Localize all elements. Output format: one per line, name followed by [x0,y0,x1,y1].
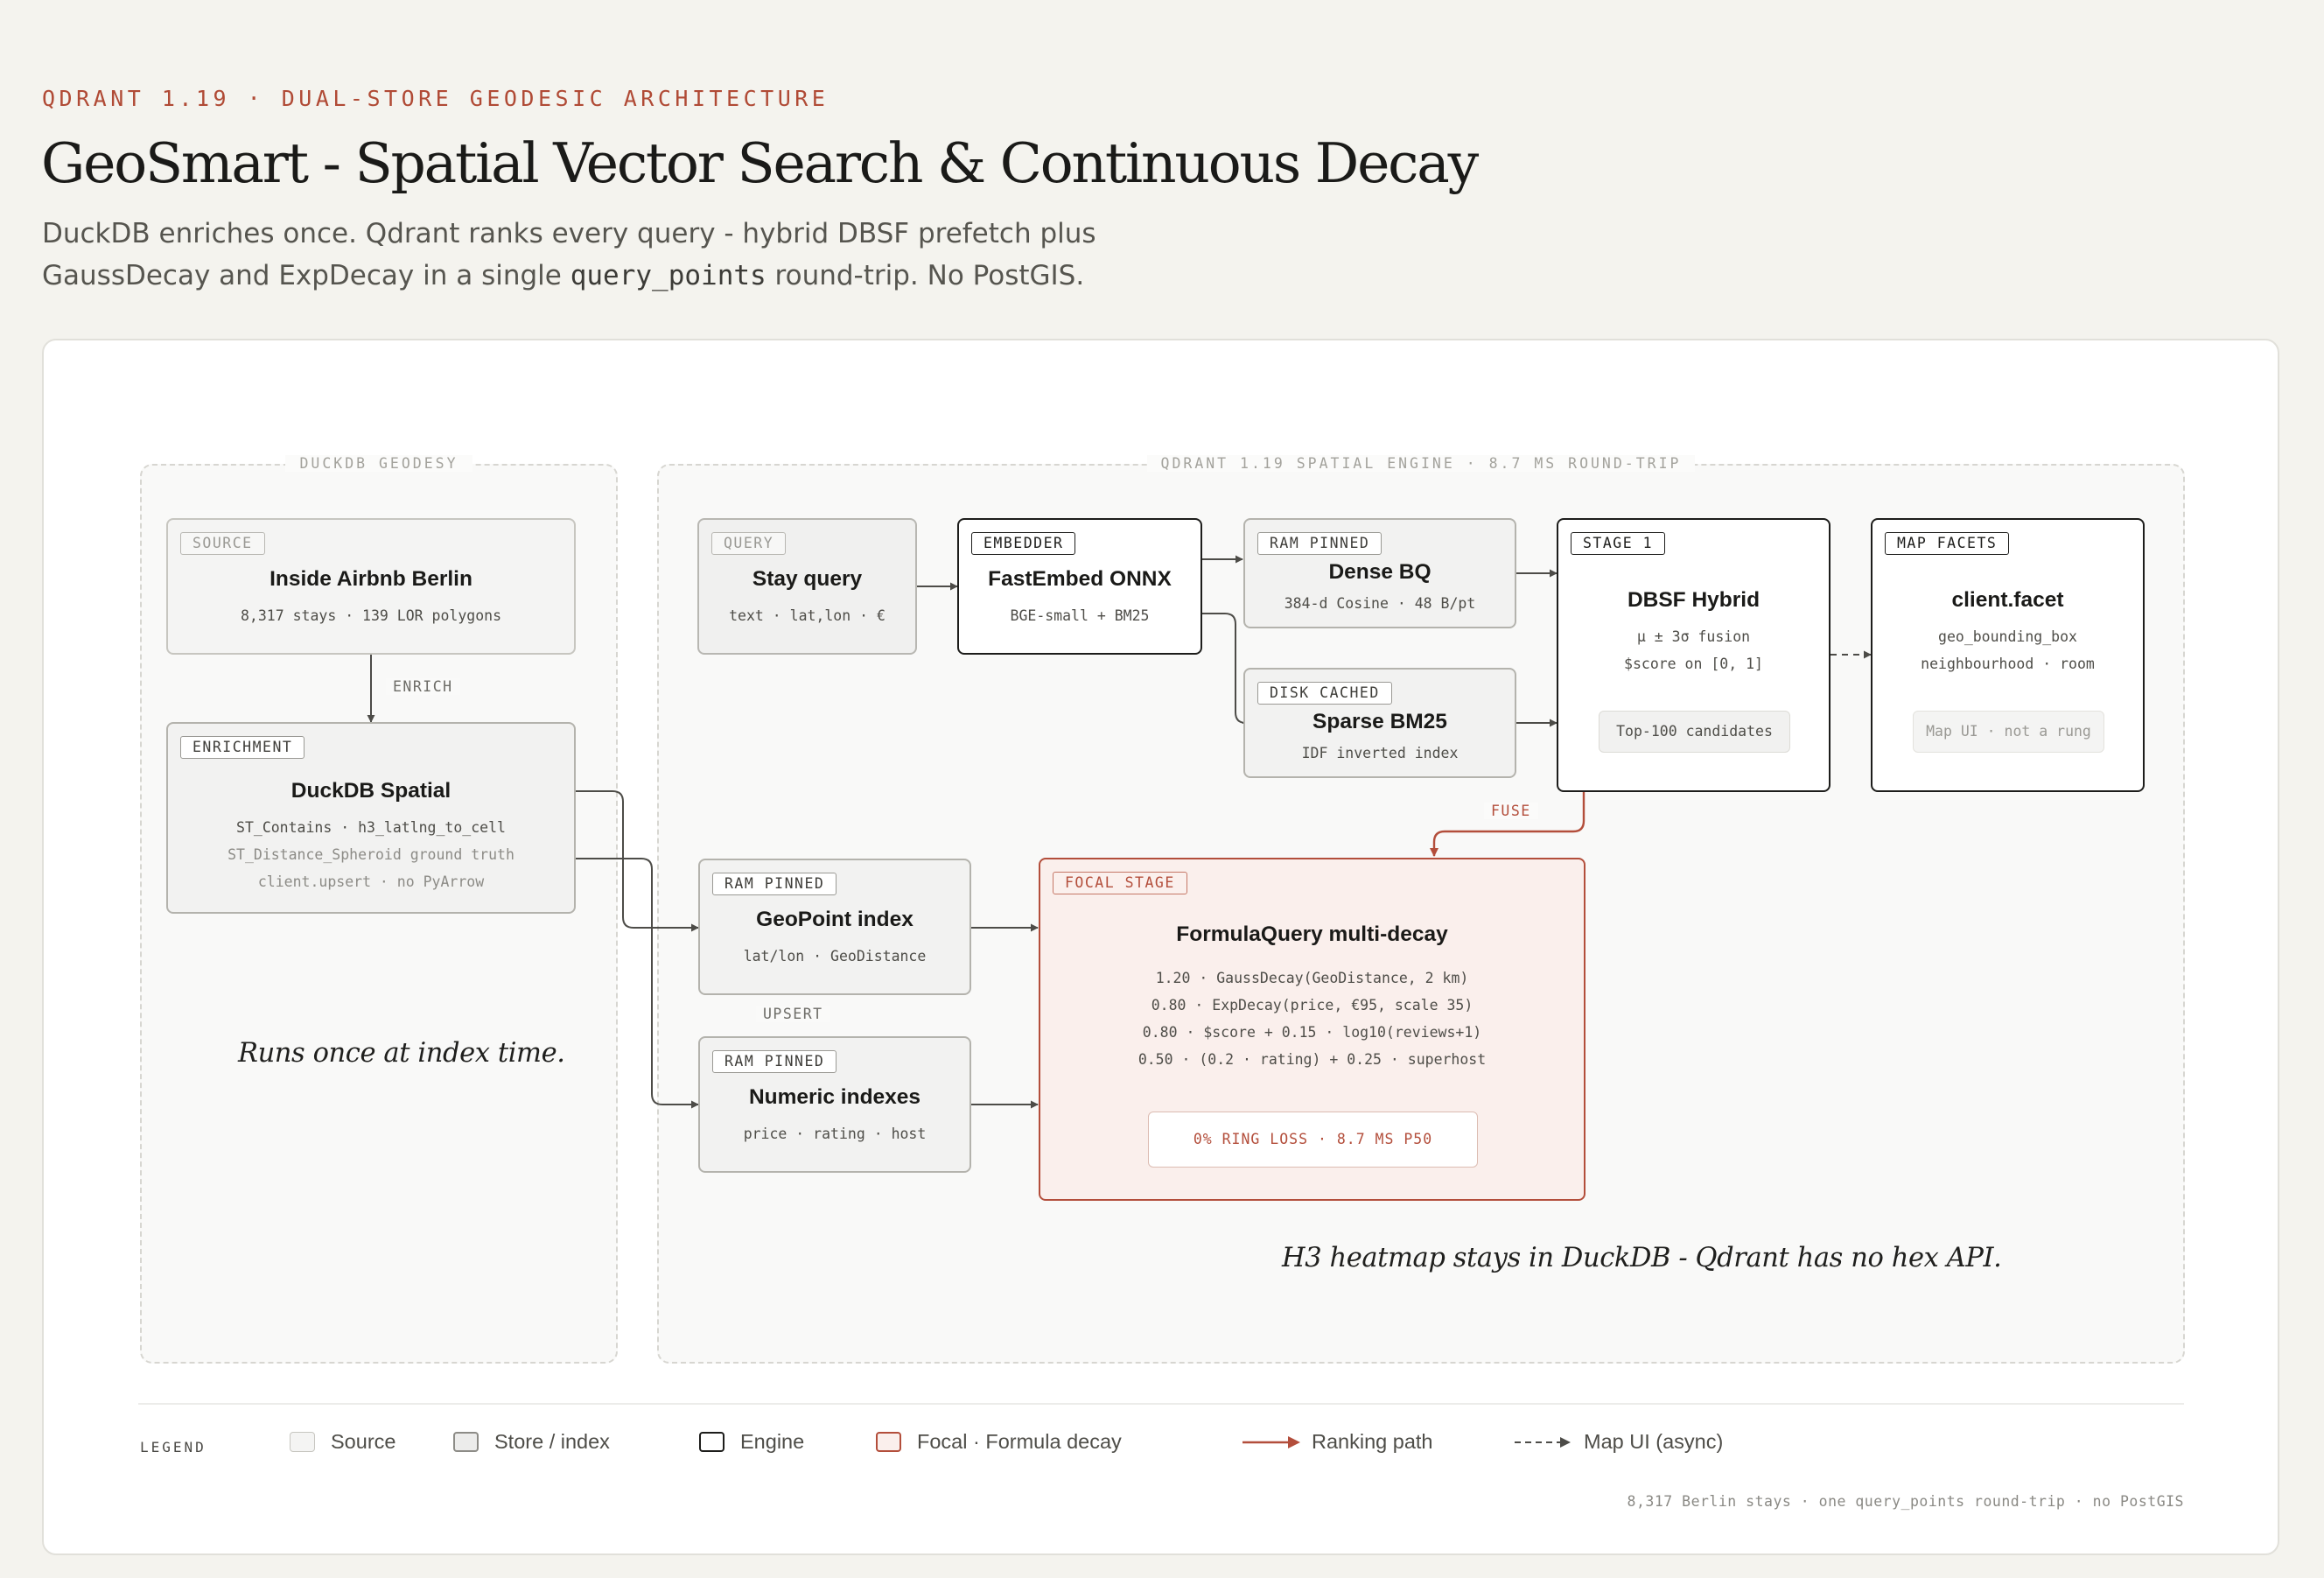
legend-engine-label: Engine [740,1430,805,1453]
qdrant-region-label: QDRANT 1.19 SPATIAL ENGINE · 8.7 MS ROUND-TRIP [659,455,2183,472]
subtitle-line-1: DuckDB enriches once. Qdrant ranks every query - hybrid DBSF prefetch plus [42,218,1096,249]
sparse-bm25-detail: IDF inverted index [1301,745,1459,761]
focal-stage-tag: FOCAL STAGE [1053,872,1187,894]
source-node [166,518,576,655]
source-detail: 8,317 stays · 139 LOR polygons [240,607,501,624]
dense-bq-tag: RAM PINNED [1257,532,1382,555]
legend-source-swatch [290,1432,315,1452]
legend-divider [138,1403,2184,1405]
numeric-title: Numeric indexes [748,1085,921,1109]
formula-line-2: 0.80 · ExpDecay(price, €95, scale 35) [1151,997,1474,1013]
legend-engine-swatch [699,1432,724,1452]
enrichment-tag: ENRICHMENT [180,736,304,759]
ring-loss-chip: 0% RING LOSS · 8.7 MS P50 [1148,1112,1478,1168]
facet-detail-2: neighbourhood · room [1921,656,2095,672]
enrichment-detail-2: ST_Distance_Spheroid ground truth [228,846,514,863]
top-candidates-chip: Top-100 candidates [1599,711,1790,753]
sparse-bm25-tag: DISK CACHED [1257,682,1392,705]
dbsf-detail-2: $score on [0, 1] [1624,656,1763,672]
legend-source-label: Source [331,1430,396,1453]
legend-store-label: Store / index [494,1430,610,1453]
subtitle-text-after-code: round-trip. No PostGIS. [766,260,1085,291]
duckdb-note: Runs once at index time. [238,1038,565,1069]
map-ui-chip: Map UI · not a rung [1913,711,2104,753]
enrichment-detail-1: ST_Contains · h3_latlng_to_cell [236,819,506,836]
geopoint-tag: RAM PINNED [712,873,836,895]
legend-async-label: Map UI (async) [1584,1430,1724,1453]
subtitle-code: query_points [570,260,766,291]
enrich-edge-label: ENRICH [386,678,460,695]
embedder-detail: BGE-small + BM25 [1010,607,1150,624]
legend-async-arrow-icon [1515,1431,1576,1454]
legend-store-swatch [453,1432,479,1452]
geopoint-detail: lat/lon · GeoDistance [743,948,927,964]
geopoint-title: GeoPoint index [756,908,914,931]
dbsf-stage-tag: STAGE 1 [1571,532,1665,555]
subtitle-text-before-code: GaussDecay and ExpDecay in a single [42,260,570,291]
legend-ranking-label: Ranking path [1312,1430,1433,1453]
client-facet-title: client.facet [1951,588,2064,612]
embedder-title: FastEmbed ONNX [988,567,1172,591]
query-tag: QUERY [711,532,786,555]
fuse-edge-label: FUSE [1484,803,1538,819]
duckdb-region-label: DUCKDB GEODESY [142,455,616,472]
embedder-tag: EMBEDDER [971,532,1075,555]
page-title: GeoSmart - Spatial Vector Search & Continuous Decay [41,131,1478,195]
query-node [697,518,917,655]
formula-line-4: 0.50 · (0.2 · rating) + 0.25 · superhost [1138,1051,1487,1068]
facet-detail-1: geo_bounding_box [1938,628,2077,645]
query-title: Stay query [752,567,863,591]
formula-query-node [1039,858,1586,1201]
embedder-node [957,518,1202,655]
map-facets-tag: MAP FACETS [1885,532,2009,555]
sparse-bm25-node [1243,668,1516,778]
subtitle-line-2 [42,255,1354,297]
legend-ranking-arrow-icon [1242,1431,1304,1454]
dense-bq-title: Dense BQ [1328,560,1432,584]
legend-focal-label: Focal · Formula decay [917,1430,1122,1453]
dbsf-detail-1: μ ± 3σ fusion [1636,628,1751,645]
map-facets-node [1871,518,2145,792]
formula-line-3: 0.80 · $score + 0.15 · log10(reviews+1) [1142,1024,1482,1041]
formula-title: FormulaQuery multi-decay [1176,922,1448,946]
qdrant-note: H3 heatmap stays in DuckDB - Qdrant has no hex API. [1282,1243,2002,1273]
query-detail: text · lat,lon · € [729,607,886,624]
page-subtitle [42,213,1354,297]
dense-bq-detail: 384-d Cosine · 48 B/pt [1284,595,1476,612]
enrichment-node [166,722,576,914]
footer-caption: 8,317 Berlin stays · one query_points round-trip · no PostGIS [1627,1493,2184,1510]
numeric-tag: RAM PINNED [712,1050,836,1073]
geopoint-index-node [698,859,971,995]
enrichment-title: DuckDB Spatial [290,779,452,803]
enrichment-detail-3: client.upsert · no PyArrow [257,873,485,890]
numeric-indexes-node [698,1036,971,1173]
dense-bq-node [1243,518,1516,628]
numeric-detail: price · rating · host [743,1126,927,1142]
sparse-bm25-title: Sparse BM25 [1312,710,1447,733]
legend-focal-swatch [876,1432,901,1452]
dbsf-title: DBSF Hybrid [1627,588,1760,612]
eyebrow-label: QDRANT 1.19 · DUAL-STORE GEODESIC ARCHITECTURE [42,86,830,111]
dbsf-hybrid-node [1557,518,1830,792]
upsert-edge-label: UPSERT [756,1006,830,1022]
source-title: Inside Airbnb Berlin [270,567,472,591]
legend-title: LEGEND [140,1439,206,1455]
formula-line-1: 1.20 · GaussDecay(GeoDistance, 2 km) [1155,970,1469,986]
source-tag: SOURCE [180,532,265,555]
